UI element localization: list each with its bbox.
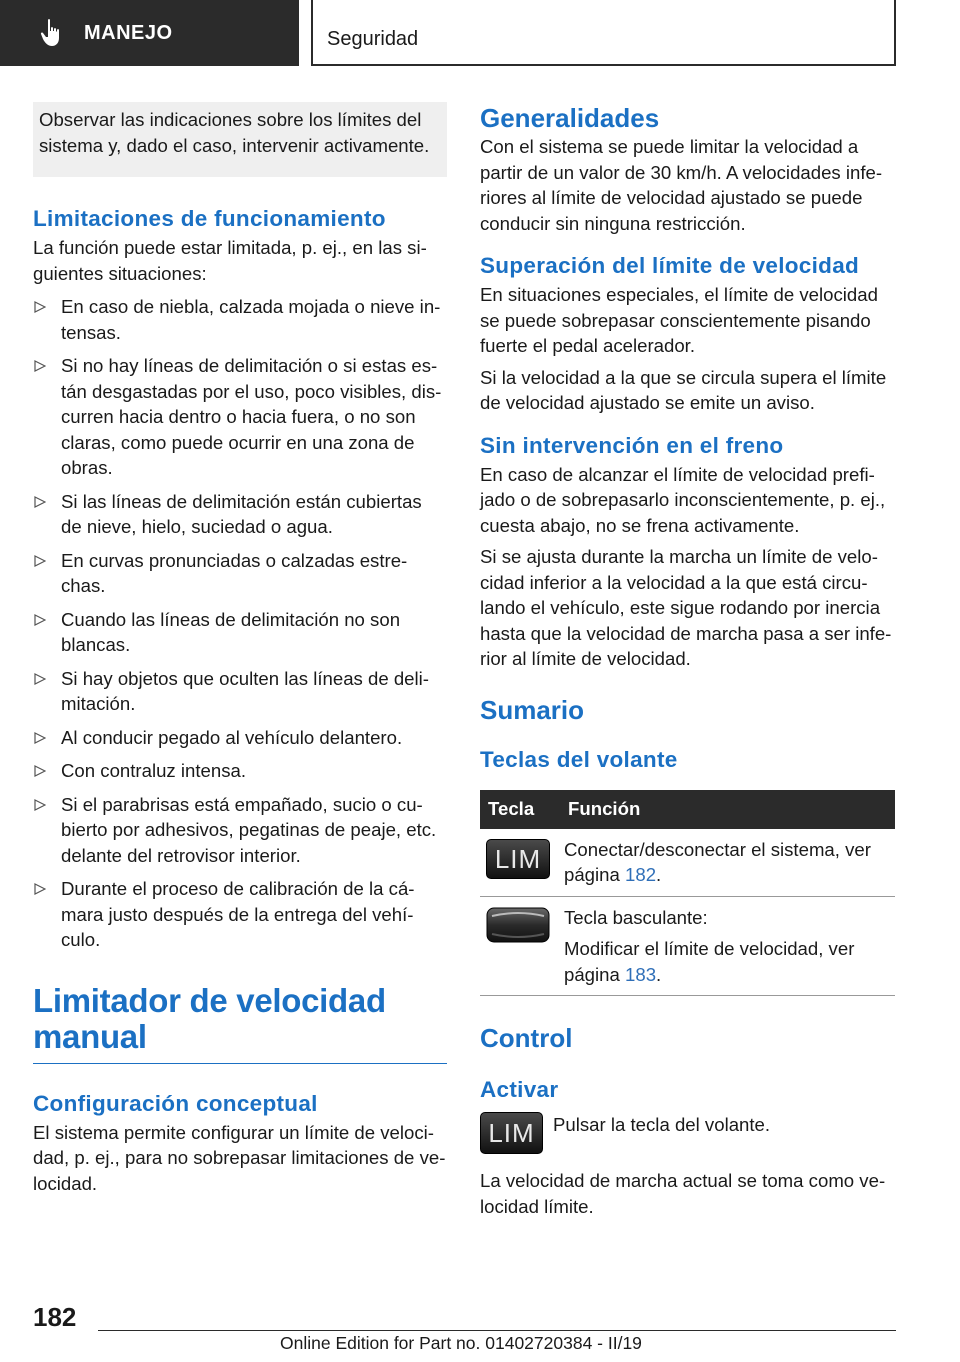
section-tab xyxy=(0,0,299,66)
brake-text-1: En caso de alcanzar el límite de velocidad prefi-jado o de sobrepasarlo inconscientemente, p. ej., cuesta abajo, no se frena activamente. xyxy=(480,463,886,536)
lim-button-icon: LIM xyxy=(486,839,550,879)
section-label: MANEJO xyxy=(84,21,173,44)
rocker-switch-icon xyxy=(486,907,550,943)
triangle-bullet-icon xyxy=(34,673,46,685)
table-header-row xyxy=(480,790,895,829)
limits-intro: La función puede estar limitada, p. ej., en las si-guientes situaciones: xyxy=(33,237,427,284)
table-header-function: Función xyxy=(564,790,895,829)
triangle-bullet-icon xyxy=(34,614,46,626)
list-item: Si no hay líneas de delimitación o si estas es-tán desgastadas por el uso, poco visibles, dis-curren hacia dentro o hacia fuera, o no son claras, como puede ocurrir en una zona de obras. xyxy=(33,353,447,481)
note-box xyxy=(33,102,447,177)
triangle-bullet-icon xyxy=(34,799,46,811)
triangle-bullet-icon xyxy=(34,883,46,895)
control-heading: Control xyxy=(480,1023,573,1053)
activate-row xyxy=(480,1112,895,1154)
exceed-text-1: En situaciones especiales, el límite de velocidad se puede sobrepasar conscientemente pisando fuerte el pedal acelerador. xyxy=(480,284,878,356)
triangle-bullet-icon xyxy=(34,360,46,372)
triangle-bullet-icon xyxy=(34,555,46,567)
triangle-bullet-icon xyxy=(34,496,46,508)
hand-pointer-icon xyxy=(40,18,66,48)
list-item: Durante el proceso de calibración de la cá-mara justo después de la entrega del vehí-culo. xyxy=(33,876,447,953)
lim-button-icon: LIM xyxy=(480,1112,543,1154)
chapter-title: Seguridad xyxy=(311,0,896,66)
table-row: LIM Conectar/desconectar el sistema, ver página 182. xyxy=(480,829,895,897)
table-header-key: Tecla xyxy=(480,790,564,829)
list-item: Si el parabrisas está empañado, sucio o cu-bierto por adhesivos, pegatinas de peaje, etc. delante del retrovisor interior. xyxy=(33,792,447,869)
general-heading: Generalidades xyxy=(480,103,660,133)
list-item: En caso de niebla, calzada mojada o nieve in-tensas. xyxy=(33,294,447,345)
list-item: Al conducir pegado al vehículo delantero. xyxy=(33,725,447,751)
note-text: Observar las indicaciones sobre los límites del sistema y, dado el caso, intervenir activamente. xyxy=(39,109,430,156)
page-number: 182 xyxy=(33,1302,77,1332)
summary-heading: Sumario xyxy=(480,694,585,725)
exceed-text-2: Si la velocidad a la que se circula supera el límite de velocidad ajustado se emite un aviso. xyxy=(480,366,887,413)
list-item: Si las líneas de delimitación están cubiertas de nieve, hielo, suciedad o agua. xyxy=(33,489,447,540)
brake-heading: Sin intervención en el freno xyxy=(480,432,784,458)
keys-table xyxy=(480,790,895,997)
limits-heading: Limitaciones de funcionamiento xyxy=(33,206,386,231)
list-item: Con contraluz intensa. xyxy=(33,758,447,784)
exceed-heading: Superación del límite de velocidad xyxy=(480,253,860,278)
left-column xyxy=(33,102,447,1196)
page-link[interactable]: 182 xyxy=(625,864,657,885)
list-item: Cuando las líneas de delimitación no son blancas. xyxy=(33,607,447,658)
footer-divider xyxy=(98,1330,896,1331)
general-text: Con el sistema se puede limitar la velocidad a partir de un valor de 30 km/h. A velocidades infe-riores al límite de velocidad ajustado se puede conducir sin ninguna restricción. xyxy=(480,136,883,234)
page-link[interactable]: 183 xyxy=(625,963,657,985)
rocker-label: Tecla basculante: xyxy=(564,906,708,928)
triangle-bullet-icon xyxy=(34,301,46,313)
list-item: Si hay objetos que oculten las líneas de deli-mitación. xyxy=(33,666,447,717)
list-item: En curvas pronunciadas o calzadas estre-chas. xyxy=(33,548,447,599)
right-column xyxy=(480,102,895,1219)
activate-text: Pulsar la tecla del volante. xyxy=(553,1114,771,1135)
main-title: Limitador de velocidad manual xyxy=(33,983,447,1064)
triangle-bullet-icon xyxy=(34,732,46,744)
concept-heading: Configuración conceptual xyxy=(33,1090,318,1116)
keys-heading: Teclas del volante xyxy=(480,746,678,772)
triangle-bullet-icon xyxy=(34,765,46,777)
brake-text-2: Si se ajusta durante la marcha un límite de velo-cidad inferior a la velocidad a la que está circu-lando el vehículo, este sigue rodando por inercia hasta que la velocidad de marcha pasa a ser infe-rior al límite de velocidad. xyxy=(480,546,892,669)
activate-result: La velocidad de marcha actual se toma como ve-locidad límite. xyxy=(480,1170,886,1217)
activate-heading: Activar xyxy=(480,1077,559,1102)
concept-text: El sistema permite configurar un límite de veloci-dad, p. ej., para no sobrepasar limitaciones de ve-locidad. xyxy=(33,1121,446,1194)
table-row: Tecla basculante: Modificar el límite de velocidad, ver página 183. xyxy=(480,896,895,996)
limits-list xyxy=(33,294,447,953)
footer-edition: Online Edition for Part no. 01402720384 - II/19 xyxy=(280,1333,642,1353)
